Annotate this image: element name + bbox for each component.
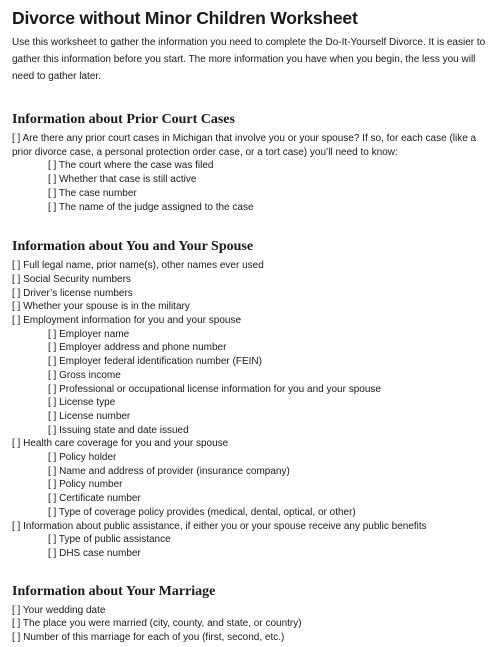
- section-your-marriage: [12, 583, 490, 645]
- checklist: [12, 259, 490, 560]
- checklist-subitem: [ ] Employer name: [48, 328, 130, 340]
- checklist-subitem: [ ] The name of the judge assigned to the case: [48, 201, 254, 213]
- checklist-subitem: [ ] Policy number: [48, 479, 123, 491]
- checklist-subitem: [ ] License number: [48, 410, 131, 422]
- checklist-item: [ ] Social Security numbers: [12, 273, 131, 285]
- checklist-item: [ ] Full legal name, prior name(s), other names ever used: [12, 260, 264, 272]
- checklist-item: [ ] Whether your spouse is in the military: [12, 301, 190, 313]
- checklist-subitem: [ ] The court where the case was filed: [48, 160, 214, 172]
- worksheet-page: [12, 6, 490, 645]
- checklist-subitem: [ ] Issuing state and date issued: [48, 424, 189, 436]
- checklist-subitem: [ ] DHS case number: [48, 547, 141, 559]
- checklist-subitem: [ ] License type: [48, 397, 116, 409]
- checklist-subitem: [ ] Employer address and phone number: [48, 342, 227, 354]
- checklist-subitem: [ ] Whether that case is still active: [48, 174, 197, 186]
- checklist-subitem: [ ] Type of coverage policy provides (medical, dental, optical, or other): [48, 506, 356, 518]
- checklist-subitem: [ ] Employer federal identification number (FEIN): [48, 356, 262, 368]
- section-heading: Information about You and Your Spouse: [12, 239, 254, 255]
- checklist-item: [ ] The place you were married (city, county, and state, or country): [12, 618, 302, 630]
- checklist-subitem: [ ] Professional or occupational license information for you and your spouse: [48, 383, 381, 395]
- intro-paragraph: Use this worksheet to gather the information you need to complete the Do-It-Yourself Divorce. It is easier to gather this information before you start. The more information you have when you begin, the less you will need to gather later.: [12, 37, 486, 82]
- checklist-subitem: [ ] Type of public assistance: [48, 534, 171, 546]
- checklist-item: [ ] Employment information for you and your spouse: [12, 315, 242, 327]
- checklist-item: [ ] Health care coverage for you and your spouse: [12, 438, 229, 450]
- checklist-subitem: [ ] Policy holder: [48, 452, 117, 464]
- section-heading: Information about Prior Court Cases: [12, 112, 235, 127]
- checklist-item: [ ] Number of this marriage for each of you (first, second, etc.): [12, 632, 285, 644]
- checklist-subitem: [ ] Name and address of provider (insurance company): [48, 465, 290, 477]
- checklist-item: [ ] Information about public assistance, if either you or your spouse receive any public benefits: [12, 520, 427, 532]
- checklist-subitem: [ ] Certificate number: [48, 493, 141, 505]
- checklist: [12, 132, 490, 214]
- checklist-item: [ ] Are there any prior court cases in Michigan that involve you or your spouse? If so, for each case (like a prior divorce case, a personal protection order case, or a tort case) you’ll need to know:: [12, 133, 477, 158]
- checklist-subitem: [ ] Gross income: [48, 369, 121, 381]
- section-heading: Information about Your Marriage: [12, 583, 216, 599]
- checklist-item: [ ] Your wedding date: [12, 604, 106, 616]
- checklist: [12, 604, 490, 645]
- checklist-subitem: [ ] The case number: [48, 187, 137, 199]
- section-prior-court-cases: [12, 111, 490, 214]
- checklist-item: [ ] Driver’s license numbers: [12, 287, 133, 299]
- section-you-and-spouse: [12, 238, 490, 560]
- page-title: Divorce without Minor Children Worksheet: [12, 8, 358, 28]
